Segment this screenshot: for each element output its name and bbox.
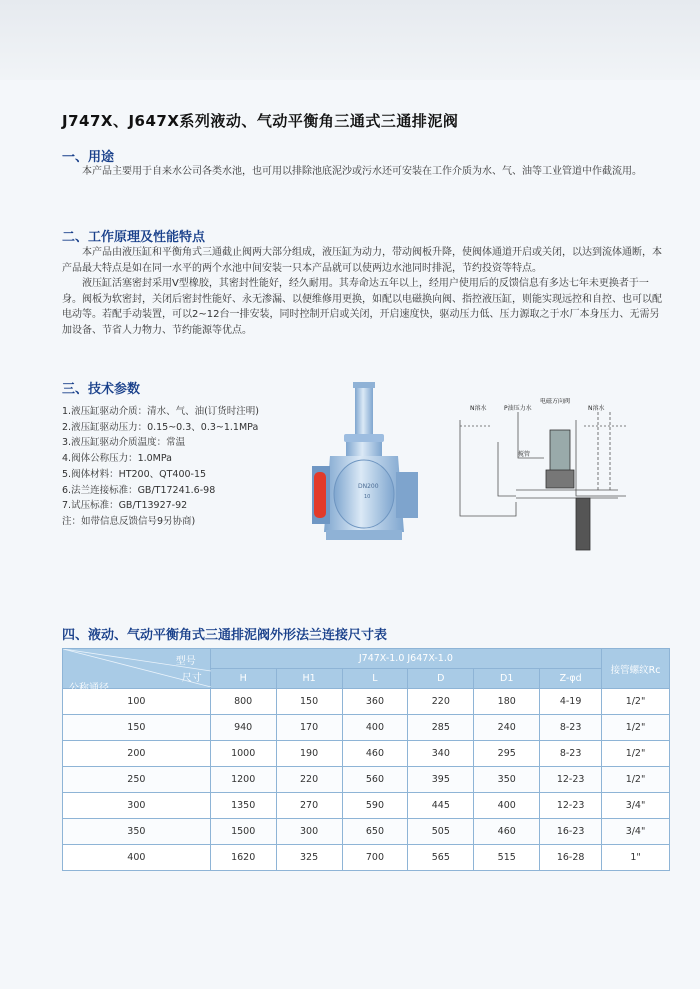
header-col-d: D (408, 669, 474, 689)
cell-rc: 1" (602, 845, 670, 871)
cell-d1: 515 (474, 845, 540, 871)
cell-d: 340 (408, 741, 474, 767)
cell-d1: 240 (474, 715, 540, 741)
cell-z: 12-23 (540, 767, 602, 793)
usage-paragraph: 本产品主要用于自来水公司各类水池，也可用以排除池底泥沙或污水还可安装在工作介质为水、气、油等工业管道中作截流用。 (82, 166, 642, 177)
cell-h: 1500 (210, 819, 276, 845)
table-row (63, 689, 670, 715)
cell-h: 1350 (210, 793, 276, 819)
cell-h: 1000 (210, 741, 276, 767)
cell-l: 590 (342, 793, 408, 819)
page-title: J747X、J647X系列液动、气动平衡角三通式三通排泥阀 (62, 112, 459, 130)
dimension-table (62, 648, 670, 871)
param-item: 6.法兰连接标准：GB/T17241.6-98 (62, 484, 216, 496)
param-item: 3.液压缸驱动介质温度：常温 (62, 437, 186, 449)
cell-l: 650 (342, 819, 408, 845)
cell-d1: 180 (474, 689, 540, 715)
cell-h: 1200 (210, 767, 276, 793)
cell-h1: 300 (276, 819, 342, 845)
table-row (63, 819, 670, 845)
cell-z: 4-19 (540, 689, 602, 715)
cell-l: 400 (342, 715, 408, 741)
cell-z: 16-23 (540, 819, 602, 845)
header-size-label: 尺寸 (181, 673, 202, 684)
cell-d1: 400 (474, 793, 540, 819)
cell-h1: 270 (276, 793, 342, 819)
cell-dn: 250 (63, 767, 211, 793)
cell-h1: 325 (276, 845, 342, 871)
cell-h: 1620 (210, 845, 276, 871)
cell-h: 940 (210, 715, 276, 741)
cell-h: 800 (210, 689, 276, 715)
section-heading-params: 三、技术参数 (62, 382, 141, 397)
principle-text (62, 245, 668, 338)
cell-z: 8-23 (540, 741, 602, 767)
cell-z: 16-28 (540, 845, 602, 871)
cell-d1: 350 (474, 767, 540, 793)
diagram-label-mid: P油压力水 (504, 405, 532, 412)
cell-l: 460 (342, 741, 408, 767)
principle-paragraph-1: 本产品由液压缸和平衡角式三通截止阀两大部分组成，液压缸为动力，带动阀板升降，使阀体通道开启或关闭，以达到流体通断，本产品最大特点是如在同一水平的两个水池中间安装一只本产品就可以使两边水池同时排泥，节约投资等特点。 (62, 247, 662, 274)
cell-d: 565 (408, 845, 474, 871)
cell-h1: 190 (276, 741, 342, 767)
header-model-label: 型号 (175, 656, 196, 667)
diagram-label-side: 搅管 (518, 451, 531, 458)
cell-dn: 100 (63, 689, 211, 715)
cell-dn: 150 (63, 715, 211, 741)
installation-diagram (458, 398, 628, 556)
usage-text (62, 164, 668, 180)
header-col-h: H (210, 669, 276, 689)
cell-rc: 1/2" (602, 689, 670, 715)
cell-h1: 220 (276, 767, 342, 793)
header-pipe-thread: 接管螺纹Rc (602, 649, 670, 689)
cell-d: 445 (408, 793, 474, 819)
header-col-z: Z-φd (540, 669, 602, 689)
cell-d: 285 (408, 715, 474, 741)
param-item: 4.阀体公称压力：1.0MPa (62, 453, 172, 465)
section-heading-principle: 二、工作原理及性能特点 (62, 230, 206, 245)
table-row (63, 845, 670, 871)
top-shade-band (0, 0, 700, 80)
cell-d: 505 (408, 819, 474, 845)
header-model-span: J747X-1.0 J647X-1.0 (210, 649, 601, 669)
table-row (63, 793, 670, 819)
cell-dn: 300 (63, 793, 211, 819)
cell-d: 395 (408, 767, 474, 793)
header-col-d1: D1 (474, 669, 540, 689)
cell-rc: 1/2" (602, 767, 670, 793)
param-item: 2.液压缸驱动压力：0.15~0.3、0.3~1.1MPa (62, 421, 259, 433)
diagram-label-left: N溶水 (470, 405, 487, 412)
section-heading-usage: 一、用途 (62, 150, 115, 165)
section-heading-table: 四、液动、气动平衡角式三通排泥阀外形法兰连接尺寸表 (62, 628, 388, 643)
cell-d: 220 (408, 689, 474, 715)
param-list (62, 404, 259, 530)
cell-d1: 460 (474, 819, 540, 845)
table-row (63, 741, 670, 767)
param-item: 7.试压标准：GB/T13927-92 (62, 500, 188, 512)
cell-dn: 400 (63, 845, 211, 871)
diagram-label-top: 电磁方向阀 (540, 398, 571, 405)
header-col-l: L (342, 669, 408, 689)
cell-dn: 350 (63, 819, 211, 845)
cell-rc: 1/2" (602, 715, 670, 741)
table-row (63, 715, 670, 741)
table-row (63, 767, 670, 793)
cell-rc: 3/4" (602, 819, 670, 845)
principle-paragraph-2: 液压缸活塞密封采用V型橡胶，其密封性能好，经久耐用。其寿命达五年以上，经用户使用后的反馈信息有多达七年未更换者于一身。阀板为软密封，关闭后密封性能好、永无渗漏、以便维修用更换，如配以电磁换向阀、指控液压缸，则能实现远控和自控、也可以配电动等。若配手动装置，可以2~12台一排安装，同时控制开启或关闭，开启速度快，驱动压力低、压力源取之于水厂本身压力、无需另加设备、节省人力物力、节约能源等优点。 (62, 278, 662, 336)
valve-product-image (298, 382, 428, 552)
cell-d1: 295 (474, 741, 540, 767)
cell-rc: 1/2" (602, 741, 670, 767)
cell-l: 700 (342, 845, 408, 871)
cell-dn: 200 (63, 741, 211, 767)
param-item: 5.阀体材料：HT200、QT400-15 (62, 468, 207, 480)
header-dn-label: 公称通径 (69, 683, 109, 694)
cell-h1: 150 (276, 689, 342, 715)
cell-z: 8-23 (540, 715, 602, 741)
param-item: 1.液压缸驱动介质：清水、气、油(订货时注明) (62, 406, 259, 417)
cell-l: 360 (342, 689, 408, 715)
cell-z: 12-23 (540, 793, 602, 819)
cell-rc: 3/4" (602, 793, 670, 819)
param-note: 注：如带信息反馈信号9另协商) (62, 515, 196, 527)
header-col-h1: H1 (276, 669, 342, 689)
diagram-label-right: N溶水 (588, 405, 605, 412)
cell-l: 560 (342, 767, 408, 793)
valve-marking-dn: DN200 (358, 483, 379, 490)
valve-marking-pn: 10 (364, 494, 371, 500)
cell-h1: 170 (276, 715, 342, 741)
header-diagonal-cell (63, 649, 211, 694)
